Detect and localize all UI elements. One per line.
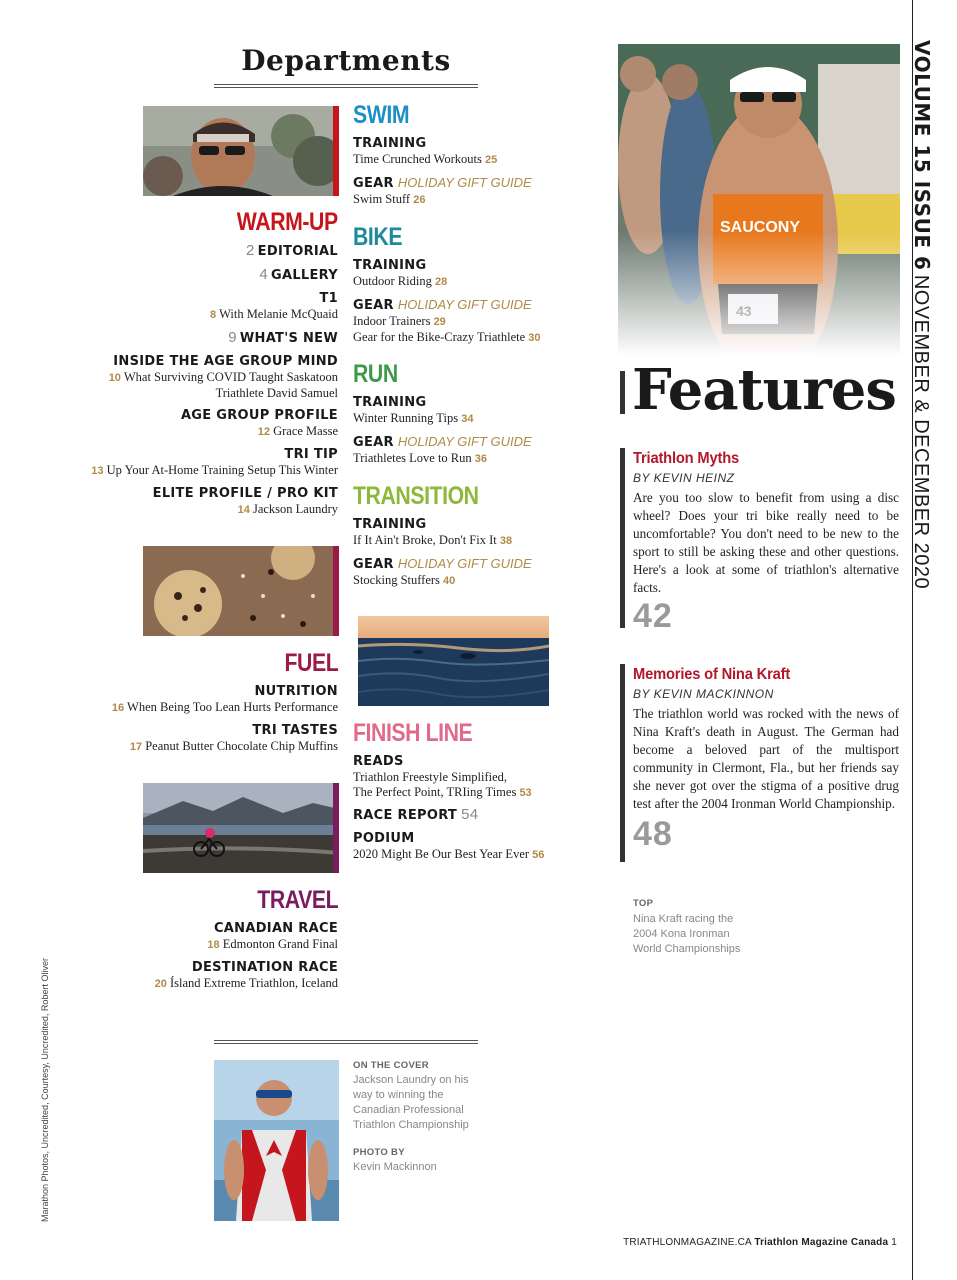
footer xyxy=(623,1237,897,1248)
features-caption xyxy=(633,898,753,957)
age-group-mind-sub2: Triathlete David Samuel xyxy=(215,386,338,400)
age-group-profile-sub-text: Grace Masse xyxy=(273,424,338,438)
race-report-title: RACE REPORT xyxy=(353,808,458,823)
features-title-bar xyxy=(620,371,625,414)
cover-head: ON THE COVER xyxy=(353,1060,429,1071)
spine-volume: VOLUME 15 ISSUE 6 xyxy=(910,40,934,271)
feature-1-bar xyxy=(620,448,625,628)
transition-heading: TRANSITION xyxy=(353,482,479,510)
cover-text: Jackson Laundry on his way to winning the Canadian Professional Triathlon Championship xyxy=(353,1074,469,1131)
podium-page: 56 xyxy=(532,849,545,861)
run-training-page: 34 xyxy=(461,413,474,425)
nutrition-sub-text: When Being Too Lean Hurts Performance xyxy=(127,700,338,714)
footer-magazine: Triathlon Magazine Canada xyxy=(754,1237,889,1248)
tri-tastes-title[interactable]: TRI TASTES xyxy=(252,723,338,738)
photo-credits: Marathon Photos, Uncredited, Courtesy, Uncredited, Robert Oliver xyxy=(40,958,50,1222)
bike-gift-guide: HOLIDAY GIFT GUIDE xyxy=(397,297,532,312)
run-gift-guide: HOLIDAY GIFT GUIDE xyxy=(397,434,532,449)
elite-profile-sub xyxy=(153,502,338,518)
bike-gear-sub2-text: Gear for the Bike-Crazy Triathlete xyxy=(353,330,526,344)
reads-sub2 xyxy=(353,785,532,801)
bike-gear-sub-text: Indoor Trainers xyxy=(353,314,431,328)
run-gear-sub-text: Triathletes Love to Run xyxy=(353,451,472,465)
elite-profile-page: 14 xyxy=(237,504,250,516)
caption-text: Nina Kraft racing the 2004 Kona Ironman World Championships xyxy=(633,913,741,955)
cover-photo xyxy=(214,1060,339,1221)
features-photo xyxy=(618,44,900,356)
destination-race-sub xyxy=(155,976,338,992)
tri-tastes-sub xyxy=(130,739,338,755)
editorial-link[interactable] xyxy=(246,243,338,260)
nutrition-title[interactable]: NUTRITION xyxy=(254,684,338,699)
run-gear-page: 36 xyxy=(474,453,488,465)
canadian-race-sub-text: Edmonton Grand Final xyxy=(222,937,338,951)
feature-2-bar xyxy=(620,664,625,862)
footer-site[interactable]: TRIATHLONMAGAZINE.CA xyxy=(623,1237,752,1248)
transition-training-sub xyxy=(353,533,512,549)
tri-tip-sub-text: Up Your At-Home Training Setup This Winter xyxy=(106,463,338,477)
race-report-link[interactable] xyxy=(353,807,478,824)
canadian-race-sub xyxy=(207,937,338,953)
age-group-mind-sub xyxy=(109,370,338,386)
swim-gift-guide: HOLIDAY GIFT GUIDE xyxy=(397,175,532,190)
podium-sub-text: 2020 Might Be Our Best Year Ever xyxy=(353,847,530,861)
reads-sub2-text: The Perfect Point, TRIing Times xyxy=(353,785,517,799)
transition-gear-page: 40 xyxy=(443,575,456,587)
feature-2-body: The triathlon world was rocked with the news of Nina Kraft's death in August. The German had become a beloved part of the multisport community in Clermont, Fla., but her friends say she never got over the stigma of a positive drug test after the 2004 Ironman World Championship. xyxy=(633,706,899,811)
canadian-race-title[interactable]: CANADIAN RACE xyxy=(213,921,338,936)
bike-training-title[interactable]: TRAINING xyxy=(353,258,427,273)
photo-credit: Kevin Mackinnon xyxy=(353,1161,437,1173)
swim-training-sub-text: Time Crunched Workouts xyxy=(353,152,482,166)
run-gear-label: GEAR xyxy=(353,435,394,450)
transition-training-title[interactable]: TRAINING xyxy=(353,517,427,532)
age-group-profile-sub xyxy=(181,424,338,440)
tri-tip-sub xyxy=(91,463,338,479)
run-heading: RUN xyxy=(353,360,398,388)
destination-race-sub-text: Ísland Extreme Triathlon, Iceland xyxy=(169,976,338,990)
run-training-title[interactable]: TRAINING xyxy=(353,395,427,410)
podium-title[interactable]: PODIUM xyxy=(353,831,415,846)
features-title: Features xyxy=(632,357,896,423)
elite-profile-title[interactable]: ELITE PROFILE / PRO KIT xyxy=(152,486,338,501)
whats-new-page: 9 xyxy=(228,329,237,346)
swim-gear-sub xyxy=(353,192,532,208)
bike-heading: BIKE xyxy=(353,223,403,251)
feature-1-page: 42 xyxy=(633,597,673,635)
fuel-photo xyxy=(143,546,339,636)
warmup-photo xyxy=(143,106,339,196)
t1-sub xyxy=(210,307,338,323)
feature-2-headline[interactable]: Memories of Nina Kraft xyxy=(633,666,791,683)
bike-training-page: 28 xyxy=(434,276,448,288)
reads-sub: Triathlon Freestyle Simplified, xyxy=(353,770,508,784)
feature-1[interactable] xyxy=(633,450,899,633)
swim-gear-sub-text: Swim Stuff xyxy=(353,192,411,206)
swim-training-sub xyxy=(353,152,497,168)
travel-heading: TRAVEL xyxy=(257,886,338,914)
age-group-profile-page: 12 xyxy=(257,426,270,438)
gallery-link[interactable] xyxy=(259,267,338,284)
swim-training-title[interactable]: TRAINING xyxy=(353,136,427,151)
transition-training-page: 38 xyxy=(499,535,513,547)
nutrition-page: 16 xyxy=(111,702,125,714)
tri-tastes-page: 17 xyxy=(129,741,143,753)
transition-gear-title[interactable] xyxy=(353,556,532,573)
bike-gear-title[interactable] xyxy=(353,297,541,314)
run-gear-title[interactable] xyxy=(353,434,532,451)
destination-race-page: 20 xyxy=(154,978,167,990)
photo-by-head: PHOTO BY xyxy=(353,1147,405,1158)
age-group-profile-title[interactable]: AGE GROUP PROFILE xyxy=(180,408,338,423)
finish-line-photo xyxy=(358,616,549,706)
swim-gear-title[interactable] xyxy=(353,175,532,192)
tri-tip-title[interactable]: TRI TIP xyxy=(284,447,338,462)
run-gear-sub xyxy=(353,451,532,467)
canadian-race-page: 18 xyxy=(207,939,220,951)
footer-page: 1 xyxy=(891,1237,897,1248)
nutrition-sub xyxy=(112,700,338,716)
warmup-section xyxy=(219,210,338,235)
fuel-heading: FUEL xyxy=(284,649,338,677)
spine-title xyxy=(909,40,934,589)
reads-page: 53 xyxy=(519,787,532,799)
elite-profile-sub-text: Jackson Laundry xyxy=(252,502,338,516)
swim-gear-label: GEAR xyxy=(353,176,394,191)
swim-gear-page: 26 xyxy=(413,194,426,206)
t1-title[interactable]: T1 xyxy=(319,291,338,306)
whats-new-title: WHAT'S NEW xyxy=(239,331,338,346)
bike-gear-label: GEAR xyxy=(353,298,394,313)
feature-1-headline[interactable]: Triathlon Myths xyxy=(633,450,740,467)
run-training-sub-text: Winter Running Tips xyxy=(353,411,459,425)
swim-training-page: 25 xyxy=(484,154,498,166)
warmup-heading: WARM-UP xyxy=(237,208,338,236)
age-group-mind-title[interactable]: INSIDE THE AGE GROUP MIND xyxy=(113,354,338,369)
destination-race-title[interactable]: DESTINATION RACE xyxy=(191,960,338,975)
swim-heading: SWIM xyxy=(353,101,410,129)
bike-gear-sub xyxy=(353,314,541,330)
bike-gear-page2: 30 xyxy=(528,332,541,344)
run-training-sub xyxy=(353,411,473,427)
t1-sub-text: With Melanie McQuaid xyxy=(219,307,338,321)
transition-gear-sub xyxy=(353,573,532,589)
tri-tastes-sub-text: Peanut Butter Chocolate Chip Muffins xyxy=(145,739,338,753)
transition-gift-guide: HOLIDAY GIFT GUIDE xyxy=(397,556,532,571)
finish-line-heading: FINISH LINE xyxy=(353,719,473,747)
gallery-title: GALLERY xyxy=(271,268,338,283)
travel-photo xyxy=(143,783,339,873)
age-group-mind-sub-text: What Surviving COVID Taught Saskatoon xyxy=(123,370,338,384)
bike-gear-page: 29 xyxy=(433,316,446,328)
bike-training-sub-text: Outdoor Riding xyxy=(353,274,432,288)
feature-1-byline: BY KEVIN HEINZ xyxy=(633,471,735,485)
gallery-page: 4 xyxy=(259,266,268,283)
feature-2[interactable] xyxy=(633,666,899,851)
podium-sub xyxy=(353,847,544,863)
feature-2-byline: BY KEVIN MACKINNON xyxy=(633,687,774,701)
tri-tip-page: 13 xyxy=(91,465,104,477)
caption-head: TOP xyxy=(633,898,654,909)
cover-info xyxy=(353,1060,473,1175)
bike-gear-sub2 xyxy=(353,330,541,346)
t1-page: 8 xyxy=(210,309,217,321)
age-group-mind-page: 10 xyxy=(108,372,121,384)
departments-rule xyxy=(214,84,478,88)
feature-2-page: 48 xyxy=(633,815,673,853)
whats-new-link[interactable] xyxy=(228,330,338,347)
feature-1-body: Are you too slow to benefit from using a disc wheel? Does your tri bike really need to be uncomfortable? You don't need to be new to the sport to still be asking these and other questions. Here's a look at some of triathlon's alternative facts. xyxy=(633,490,899,595)
editorial-page: 2 xyxy=(246,242,255,259)
cover-rule xyxy=(214,1040,478,1044)
departments-title: Departments xyxy=(241,44,451,77)
race-report-page: 54 xyxy=(461,806,479,823)
transition-training-sub-text: If It Ain't Broke, Don't Fix It xyxy=(353,533,497,547)
reads-title[interactable]: READS xyxy=(353,754,404,769)
spine-date: NOVEMBER & DECEMBER 2020 xyxy=(910,274,932,590)
bike-training-sub xyxy=(353,274,447,290)
transition-gear-label: GEAR xyxy=(353,557,394,572)
transition-gear-sub-text: Stocking Stuffers xyxy=(353,573,440,587)
editorial-title: EDITORIAL xyxy=(257,244,338,259)
